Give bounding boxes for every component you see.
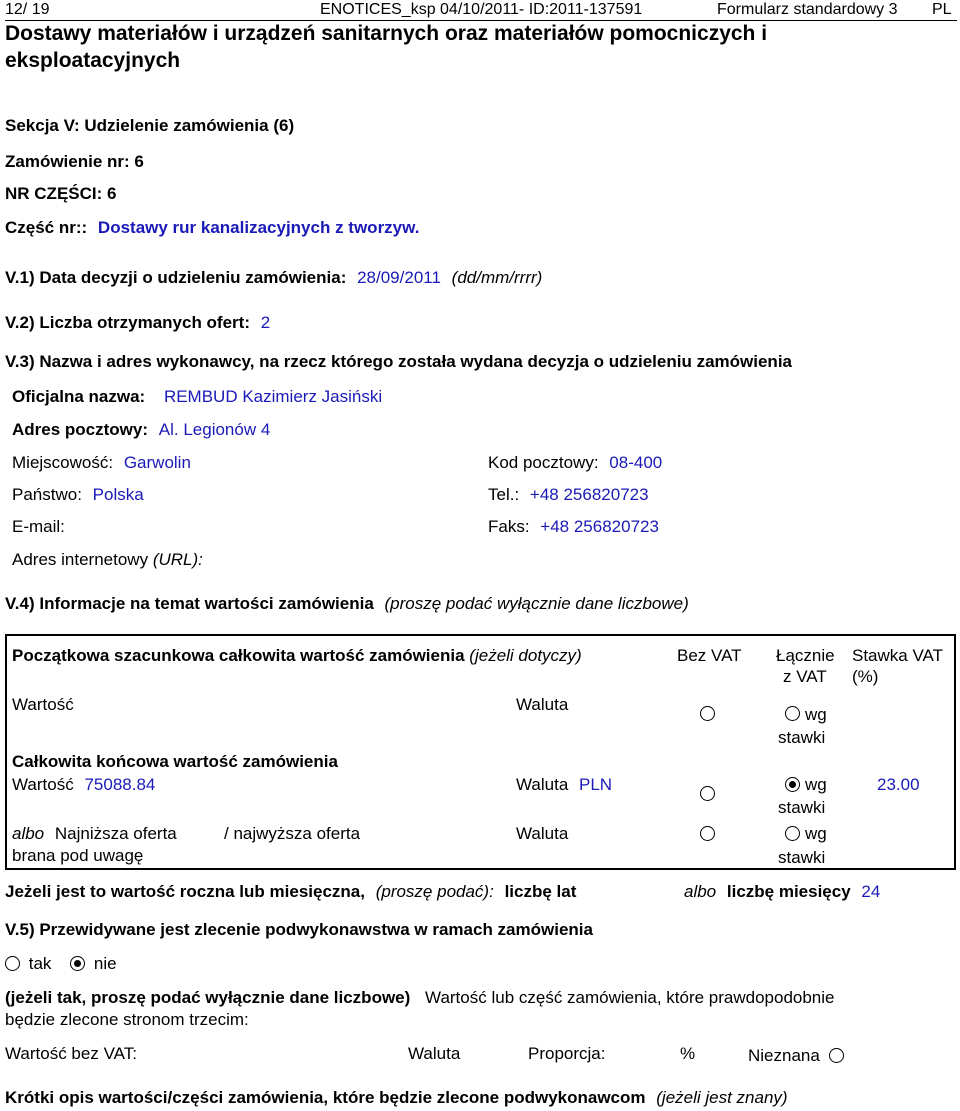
part-name-value: Dostawy rur kanalizacyjnych z tworzyw.	[97, 218, 420, 237]
city-value: Garwolin	[123, 453, 191, 472]
duration-line	[5, 882, 576, 902]
postal-address-label: Adres pocztowy:	[12, 420, 149, 439]
fax	[488, 517, 659, 537]
part-name-label: Część nr::	[5, 218, 88, 237]
final-currency-value: PLN	[579, 775, 613, 794]
city	[12, 453, 191, 473]
official-name-value: REMBUD Kazimierz Jasiński	[163, 387, 383, 406]
months-line	[684, 882, 880, 902]
share-text-2: będzie zlecone stronom trzecim:	[5, 1010, 249, 1029]
v4-hint: (proszę podać wyłącznie dane liczbowe)	[384, 594, 689, 613]
proportion-label: Proporcja:	[528, 1044, 606, 1063]
v1-label: V.1) Data decyzji o udzieleniu zamówienia:	[5, 268, 347, 287]
value-no-vat-label: Wartość bez VAT:	[5, 1044, 137, 1063]
v1-date-value: 28/09/2011	[357, 268, 441, 287]
lowest-offer-label: Najniższa oferta	[54, 824, 177, 843]
order-number-value: 6	[134, 152, 144, 171]
telephone-label: Tel.:	[488, 485, 520, 504]
final-wg-label: wg	[805, 775, 827, 794]
country-label: Państwo:	[12, 485, 82, 504]
postcode-value: 08-400	[609, 453, 663, 472]
final-value-amount: 75088.84	[84, 775, 156, 794]
subcontract-nie-label: nie	[93, 954, 117, 973]
duration-hint: (proszę podać):	[375, 882, 494, 901]
offer-considered-label: brana pod uwagę	[12, 846, 144, 865]
fax-value: +48 256820723	[540, 517, 659, 536]
language-code: PL	[932, 1, 952, 18]
initial-value-hint: (jeżeli dotyczy)	[469, 646, 582, 665]
telephone-value: +48 256820723	[529, 485, 649, 504]
duration-label: Jeżeli jest to wartość roczna lub miesięczna,	[5, 882, 365, 901]
share-text: Wartość lub część zamówienia, które prawdopodobnie	[425, 988, 835, 1007]
months-albo: albo	[684, 882, 717, 901]
unknown-option	[748, 1046, 844, 1066]
offer-wg-label: wg	[805, 824, 827, 843]
initial-bez-vat-radio[interactable]	[700, 706, 715, 721]
initial-stawki-label: stawki	[778, 728, 826, 747]
final-value-label: Wartość	[12, 775, 74, 794]
offer-stawki-label: stawki	[778, 848, 826, 867]
city-label: Miejscowość:	[12, 453, 114, 472]
final-stawki-label: stawki	[778, 798, 826, 817]
initial-wg-label: wg	[805, 705, 827, 724]
col-stawka-2: (%)	[852, 667, 879, 686]
section-heading: Sekcja V: Udzielenie zamówienia (6)	[5, 116, 295, 135]
short-description	[5, 1088, 788, 1108]
subcontract-nie-radio[interactable]	[70, 956, 85, 971]
subcontract-options	[5, 954, 117, 974]
short-description-label: Krótki opis wartości/części zamówienia, które będzie zlecone podwykonawcom	[5, 1088, 646, 1107]
official-name	[12, 387, 382, 407]
v5-label: V.5) Przewidywane jest zlecenie podwykonawstwa w ramach zamówienia	[5, 920, 593, 939]
v1-decision-date	[5, 268, 542, 288]
final-value-heading: Całkowita końcowa wartość zamówienia	[12, 752, 338, 771]
final-currency-label: Waluta	[516, 775, 569, 794]
col-lacznie: Łącznie	[776, 646, 835, 665]
official-name-label: Oficjalna nazwa:	[12, 387, 146, 406]
initial-value-label: Początkowa szacunkowa całkowita wartość zamówienia	[12, 646, 465, 665]
short-description-hint: (jeżeli jest znany)	[656, 1088, 788, 1107]
v3-label: V.3) Nazwa i adres wykonawcy, na rzecz którego została wydana decyzja o udzieleniu zamówienia	[5, 352, 792, 371]
offer-bez-vat-radio[interactable]	[700, 826, 715, 841]
final-bez-vat-radio[interactable]	[700, 786, 715, 801]
order-number	[5, 152, 144, 172]
years-label: liczbę lat	[504, 882, 577, 901]
v4-label: V.4) Informacje na temat wartości zamówienia	[5, 594, 374, 613]
if-yes-label: (jeżeli tak, proszę podać wyłącznie dane liczbowe)	[5, 988, 411, 1007]
months-label: liczbę miesięcy	[726, 882, 851, 901]
subcontract-tak-label: tak	[28, 954, 52, 973]
part-name	[5, 218, 419, 238]
final-vat-rate: 23.00	[877, 775, 920, 794]
initial-wg-stawki-radio[interactable]	[785, 706, 800, 721]
internet-address	[12, 550, 203, 570]
unknown-radio[interactable]	[829, 1048, 844, 1063]
order-number-label: Zamówienie nr:	[5, 152, 130, 171]
internet-address-suffix: (URL):	[152, 550, 203, 569]
initial-value-label: Wartość	[12, 695, 74, 714]
part-number-value: 6	[107, 184, 117, 203]
fax-label: Faks:	[488, 517, 530, 536]
postcode	[488, 453, 662, 473]
subcontract-currency-label: Waluta	[408, 1044, 461, 1063]
final-wg-stawki-radio[interactable]	[785, 777, 800, 792]
v1-date-format: (dd/mm/rrrr)	[451, 268, 543, 287]
country-value: Polska	[92, 485, 144, 504]
col-lacznie-2: z VAT	[783, 667, 827, 686]
notice-reference: ENOTICES_ksp 04/10/2011- ID:2011-137591	[320, 1, 643, 18]
subcontract-tak-radio[interactable]	[5, 956, 20, 971]
form-type: Formularz standardowy 3	[717, 1, 898, 18]
offer-currency-label: Waluta	[516, 824, 569, 843]
offer-range	[12, 824, 177, 844]
initial-value-heading	[12, 646, 582, 666]
final-value	[12, 775, 155, 795]
part-number-label: NR CZĘŚCI:	[5, 184, 103, 203]
v2-offers-count	[5, 313, 270, 333]
v2-label: V.2) Liczba otrzymanych ofert:	[5, 313, 250, 332]
unknown-label: Nieznana	[748, 1046, 820, 1065]
percent-label: %	[680, 1044, 696, 1063]
offer-albo: albo	[12, 824, 45, 843]
initial-currency-label: Waluta	[516, 695, 569, 714]
internet-address-label: Adres internetowy	[12, 550, 149, 569]
highest-offer-label: / najwyższa oferta	[224, 824, 361, 843]
postal-address	[12, 420, 270, 440]
document-title-line2: eksploatacyjnych	[5, 49, 181, 72]
page-number: 12/ 19	[5, 1, 50, 18]
email-label: E-mail:	[12, 517, 65, 536]
document-title-line1: Dostawy materiałów i urządzeń sanitarnych oraz materiałów pomocniczych i	[5, 22, 768, 45]
postcode-label: Kod pocztowy:	[488, 453, 599, 472]
v4-heading	[5, 594, 689, 614]
col-bez-vat: Bez VAT	[677, 646, 742, 665]
v2-value: 2	[260, 313, 271, 332]
offer-wg-stawki-radio[interactable]	[785, 826, 800, 841]
final-currency	[516, 775, 612, 795]
months-value: 24	[861, 882, 881, 901]
postal-address-value: Al. Legionów 4	[158, 420, 271, 439]
country	[12, 485, 144, 505]
col-stawka: Stawka VAT	[852, 646, 944, 665]
subcontract-if-yes	[5, 988, 835, 1008]
part-number	[5, 184, 116, 204]
telephone	[488, 485, 649, 505]
